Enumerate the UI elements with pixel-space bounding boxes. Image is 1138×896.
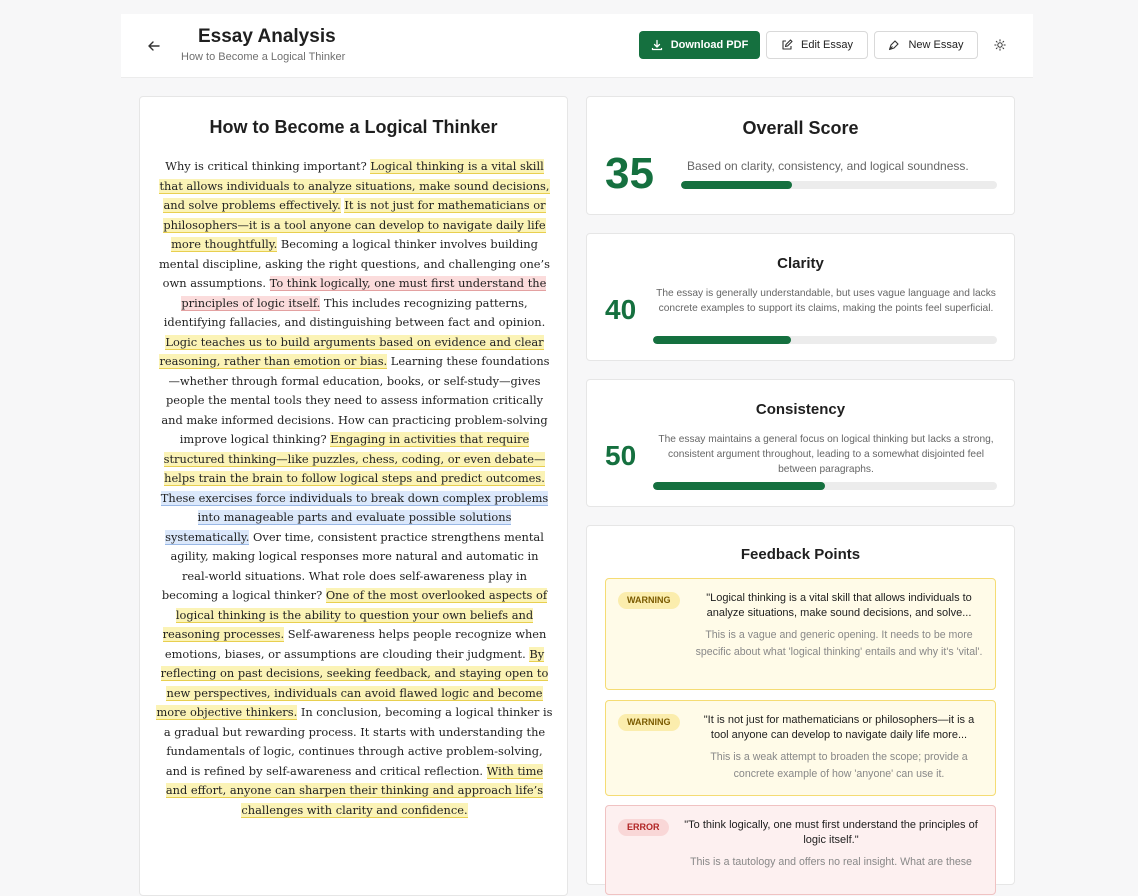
feedback-quote: "Logical thinking is a vital skill that allows individuals to analyze situations, make sound decisions, and solve... <box>706 592 972 619</box>
overall-score-description: Based on clarity, consistency, and logical soundness. <box>687 159 969 173</box>
download-pdf-button[interactable] <box>639 31 760 59</box>
clarity-card <box>586 233 1015 361</box>
consistency-title: Consistency <box>755 401 846 418</box>
feedback-description: This is a weak attempt to broaden the scope; provide a concrete example of how 'anyone' can use it. <box>710 751 968 780</box>
essay-text: In conclusion, becoming a logical thinker is a gradual but rewarding process. It starts with understanding the fundamentals of logic, continues through active problem-solving, and is refined by self-awareness and critical reflection. <box>163 705 553 778</box>
essay-card <box>139 96 568 896</box>
feedback-description: This is a tautology and offers no real insight. What are these <box>690 856 972 868</box>
essay-text: Why is critical thinking important? <box>165 159 371 173</box>
feedback-description: This is a vague and generic opening. It needs to be more specific about what 'logical thinking' entails and why it's 'vital'. <box>695 629 983 658</box>
feedback-quote: "It is not just for mathematicians or philosophers—it is a tool anyone can develop to navigate daily life more... <box>703 714 975 741</box>
overall-score-value: 35 <box>605 149 654 198</box>
overall-score-bar <box>681 181 997 189</box>
edit-icon <box>781 39 793 51</box>
new-essay-label: New Essay <box>908 39 964 51</box>
feedback-title: Feedback Points <box>740 546 861 563</box>
highlighted-sentence[interactable]: These exercises force individuals to break down complex problems into manageable parts and evaluate possible solutions systematically. <box>160 490 549 544</box>
pen-tool-icon <box>888 39 900 51</box>
highlighted-sentence[interactable]: Logic teaches us to build arguments based on evidence and clear reasoning, rather than emotion or bias. <box>159 334 544 368</box>
highlighted-sentence[interactable]: With time and effort, anyone can sharpen their thinking and approach life’s challenges with clarity and confidence. <box>165 763 544 817</box>
sun-icon <box>994 39 1006 51</box>
highlighted-sentence[interactable]: One of the most overlooked aspects of logical thinking is the ability to question your own beliefs and reasoning processes. <box>162 588 548 641</box>
highlighted-sentence[interactable]: To think logically, one must first understand the principles of logic itself. <box>181 276 547 310</box>
feedback-item[interactable] <box>605 578 996 690</box>
error-badge: ERROR <box>618 819 669 836</box>
edit-essay-label: Edit Essay <box>801 39 853 51</box>
back-button[interactable] <box>145 37 163 55</box>
theme-toggle-button[interactable] <box>988 31 1012 59</box>
feedback-item[interactable] <box>605 805 996 895</box>
clarity-title: Clarity <box>777 255 824 272</box>
highlighted-sentence[interactable]: Engaging in activities that require structured thinking—like puzzles, chess, coding, or even debate—helps train the brain to follow logical steps and predict outcomes. <box>163 432 546 485</box>
essay-text: Becoming a logical thinker involves building mental discipline, asking the right questions, and challenging one’s own assumptions. <box>158 237 551 290</box>
consistency-description: The essay maintains a general focus on logical thinking but lacks a strong, consistent argument throughout, leading to a somewhat disjointed feel between paragraphs. <box>658 434 994 475</box>
app-header <box>121 14 1033 78</box>
essay-text: Learning these foundations—whether through formal education, books, or self-study—gives people the mental tools they need to assess information critically and make informed decisions. How can practicing problem-solving improve logical thinking? <box>161 354 550 446</box>
feedback-card <box>586 525 1015 885</box>
arrow-left-icon <box>145 37 163 55</box>
warning-badge: WARNING <box>618 592 680 609</box>
highlighted-sentence[interactable]: By reflecting on past decisions, seeking feedback, and staying open to new perspectives, individuals can avoid flawed logic and become more objective thinkers. <box>156 646 549 719</box>
essay-text: This includes recognizing patterns, identifying fallacies, and distinguishing between fact and opinion. <box>163 295 546 329</box>
consistency-score-bar <box>653 482 997 490</box>
edit-essay-button[interactable] <box>766 31 868 59</box>
clarity-description: The essay is generally understandable, but uses vague language and lacks concrete examples to support its claims, making the points feel superficial. <box>656 288 996 314</box>
clarity-score-bar <box>653 336 997 344</box>
consistency-score-value: 50 <box>605 440 637 471</box>
feedback-quote: "To think logically, one must first understand the principles of logic itself." <box>684 819 978 846</box>
download-icon <box>651 39 663 51</box>
page-title: Essay Analysis <box>198 26 336 47</box>
clarity-score-bar-fill <box>653 336 791 344</box>
consistency-score-bar-fill <box>653 482 825 490</box>
overall-score-card <box>586 96 1015 215</box>
feedback-item[interactable] <box>605 700 996 796</box>
warning-badge: WARNING <box>618 714 680 731</box>
clarity-score-value: 40 <box>605 294 637 325</box>
overall-score-bar-fill <box>681 181 792 189</box>
highlighted-sentence[interactable]: It is not just for mathematicians or philosophers—it is a tool anyone can develop to navigate daily life more thoughtfully. <box>163 198 546 251</box>
essay-body <box>156 157 553 820</box>
overall-score-title: Overall Score <box>742 118 859 138</box>
essay-title: How to Become a Logical Thinker <box>209 117 498 137</box>
essay-text: Over time, consistent practice strengthens mental agility, making logical responses more natural and automatic in real-world situations. What role does self-awareness play in becoming a logical thinker? <box>161 529 544 602</box>
download-pdf-label: Download PDF <box>670 39 749 51</box>
new-essay-button[interactable] <box>874 31 978 59</box>
consistency-card <box>586 379 1015 507</box>
highlighted-sentence[interactable]: Logical thinking is a vital skill that allows individuals to analyze situations, make sound decisions, and solve problems effectively. <box>159 159 550 212</box>
page-subtitle: How to Become a Logical Thinker <box>181 51 346 63</box>
essay-text: Self-awareness helps people recognize when emotions, biases, or assumptions are clouding their judgment. <box>164 627 547 661</box>
